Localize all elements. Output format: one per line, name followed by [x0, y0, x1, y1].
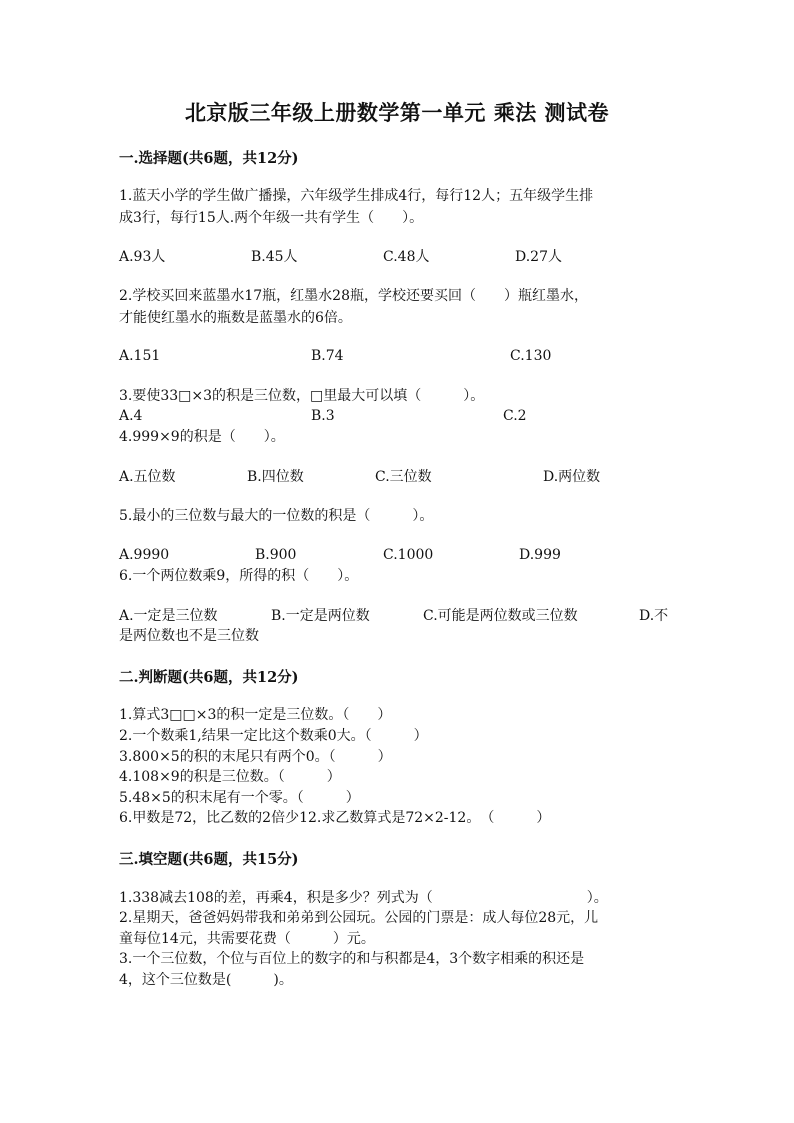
question-2-text-cont: 才能使红墨水的瓶数是蓝墨水的6倍。 [119, 310, 352, 326]
fill-item-3-cont: 4，这个三位数是( )。 [119, 972, 293, 988]
q4-option-a: A.五位数 [119, 469, 176, 485]
q2-option-a: A.151 [119, 348, 161, 364]
q1-option-c: C.48人 [383, 249, 430, 265]
q5-option-a: A.9990 [119, 547, 170, 563]
judge-item-5: 5.48×5的积末尾有一个零。（ ） [119, 790, 360, 806]
q4-option-b: B.四位数 [247, 469, 304, 485]
q1-option-a: A.93人 [119, 249, 166, 265]
q5-option-b: B.900 [255, 547, 297, 563]
judge-item-4: 4.108×9的积是三位数。（ ） [119, 769, 341, 785]
q5-option-c: C.1000 [383, 547, 434, 563]
judge-item-6: 6.甲数是72，比乙数的2倍少12.求乙数算式是72×2-12。 （ ） [119, 810, 551, 826]
question-6-text: 6.一个两位数乘9，所得的积（ ）。 [119, 568, 359, 584]
q6-option-a: A.一定是三位数 [119, 608, 218, 624]
q6-option-c: C.可能是两位数或三位数 [423, 608, 578, 624]
q6-option-b: B.一定是两位数 [271, 608, 370, 624]
q6-option-d: D.不 [639, 608, 669, 624]
q6-option-d-cont: 是两位数也不是三位数 [119, 628, 259, 644]
q1-option-b: B.45人 [251, 249, 298, 265]
judge-item-2: 2.一个数乘1,结果一定比这个数乘0大。（ ） [119, 728, 428, 744]
question-5-text: 5.最小的三位数与最大的一位数的积是（ ）。 [119, 508, 434, 524]
q3-option-c: C.2 [503, 408, 527, 424]
fill-item-1: 1.338减去108的差，再乘4，积是多少？列式为（ ）。 [119, 890, 608, 906]
question-1-text: 1.蓝天小学的学生做广播操，六年级学生排成4行，每行12人；五年级学生排 [119, 188, 594, 204]
q4-option-d: D.两位数 [543, 469, 601, 485]
question-4-text: 4.999×9的积是（ ）。 [119, 429, 285, 445]
page-title: 北京版三年级上册数学第一单元 乘法 测试卷 [184, 100, 610, 125]
q1-option-d: D.27人 [515, 249, 562, 265]
q3-option-b: B.3 [311, 408, 335, 424]
fill-item-2-cont: 童每位14元，共需要花费（ ）元。 [119, 931, 375, 947]
fill-item-2: 2.星期天，爸爸妈妈带我和弟弟到公园玩。公园的门票是：成人每位28元，儿 [119, 910, 599, 926]
q3-option-a: A.4 [119, 408, 143, 424]
question-1-text-cont: 成3行，每行15人.两个年级一共有学生（ ）。 [119, 210, 424, 226]
q2-option-b: B.74 [311, 348, 344, 364]
section-heading-choice: 一.选择题(共6题，共12分) [119, 150, 299, 167]
question-3-text: 3.要使33□×3的积是三位数，□里最大可以填（ ）。 [119, 388, 485, 404]
section-heading-judge: 二.判断题(共6题，共12分) [119, 669, 299, 686]
q4-option-c: C.三位数 [375, 469, 432, 485]
question-2-text: 2.学校买回来蓝墨水17瓶，红墨水28瓶，学校还要买回（ ）瓶红墨水， [119, 288, 588, 304]
fill-item-3: 3.一个三位数，个位与百位上的数字的和与积都是4，3个数字相乘的积还是 [119, 951, 585, 967]
q5-option-d: D.999 [519, 547, 561, 563]
judge-item-1: 1.算式3□□×3的积一定是三位数。（ ） [119, 707, 392, 723]
judge-item-3: 3.800×5的积的末尾只有两个0。（ ） [119, 749, 392, 765]
section-heading-fill: 三.填空题(共6题，共15分) [119, 851, 299, 868]
q2-option-c: C.130 [510, 348, 552, 364]
